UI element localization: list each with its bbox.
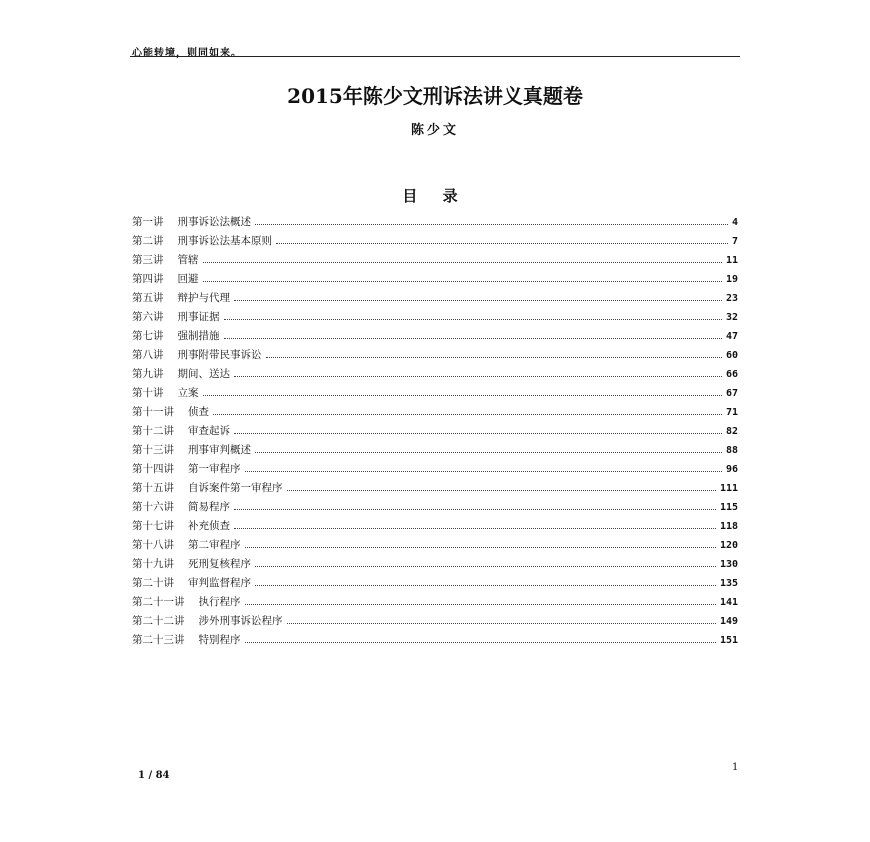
toc-page-number: 135 <box>719 578 738 589</box>
toc-dot-leader <box>234 299 722 301</box>
toc-topic-label: 侦查 <box>188 406 209 418</box>
toc-topic-label: 第一审程序 <box>188 463 241 475</box>
toc-topic-label: 补充侦查 <box>188 520 230 532</box>
toc-page-number: 111 <box>719 483 738 494</box>
toc-chapter-label: 第二十讲 <box>132 577 174 589</box>
toc-entry[interactable] <box>132 594 738 613</box>
toc-chapter-label: 第三讲 <box>132 254 164 266</box>
toc-page-number: 96 <box>725 464 738 475</box>
toc-page-number: 23 <box>725 293 738 304</box>
toc-page-number: 120 <box>719 540 738 551</box>
toc-dot-leader <box>266 356 722 358</box>
toc-dot-leader <box>255 223 728 225</box>
page-count: 1 / 84 <box>138 770 170 781</box>
toc-entry[interactable] <box>132 423 738 442</box>
document-author: 陈少文 <box>410 123 459 138</box>
toc-dot-leader <box>203 261 722 263</box>
toc-page-number: 149 <box>719 616 738 627</box>
toc-page-number: 151 <box>719 635 738 646</box>
toc-topic-label: 执行程序 <box>198 596 241 608</box>
toc-entry[interactable] <box>132 214 738 233</box>
toc-chapter-label: 第六讲 <box>132 311 164 323</box>
toc-entry[interactable] <box>132 385 738 404</box>
toc-page-number: 60 <box>725 350 738 361</box>
toc-dot-leader <box>276 242 728 244</box>
toc-entry[interactable] <box>132 461 738 480</box>
toc-topic-label: 审判监督程序 <box>188 577 251 589</box>
toc-page-number: 118 <box>719 521 738 532</box>
toc-dot-leader <box>203 280 722 282</box>
toc-entry[interactable] <box>132 271 738 290</box>
toc-topic-label: 管辖 <box>177 254 199 266</box>
toc-entry[interactable] <box>132 480 738 499</box>
toc-chapter-label: 第十四讲 <box>132 463 174 475</box>
toc-topic-label: 第二审程序 <box>188 539 241 551</box>
toc-entry[interactable] <box>132 309 738 328</box>
toc-chapter-label: 第十五讲 <box>132 482 174 494</box>
toc-dot-leader <box>234 508 716 510</box>
toc-page-number: 71 <box>725 407 738 418</box>
toc-page-number: 4 <box>731 217 738 228</box>
toc-chapter-label: 第二十三讲 <box>132 634 185 646</box>
toc-topic-label: 刑事审判概述 <box>188 444 251 456</box>
toc-page-number: 32 <box>725 312 738 323</box>
toc-entry[interactable] <box>132 252 738 271</box>
toc-entry[interactable] <box>132 556 738 575</box>
toc-topic-label: 自诉案件第一审程序 <box>188 482 283 494</box>
toc-entry[interactable] <box>132 442 738 461</box>
toc-topic-label: 死刑复核程序 <box>188 558 251 570</box>
toc-topic-label: 回避 <box>177 273 199 285</box>
toc-topic-label: 刑事诉讼法基本原则 <box>177 235 272 247</box>
toc-page-number: 115 <box>719 502 738 513</box>
toc-dot-leader <box>224 318 722 320</box>
toc-topic-label: 涉外刑事诉讼程序 <box>198 615 283 627</box>
toc-entry[interactable] <box>132 499 738 518</box>
toc-topic-label: 刑事诉讼法概述 <box>177 216 251 228</box>
toc-chapter-label: 第十讲 <box>132 387 164 399</box>
toc-page-number: 66 <box>725 369 738 380</box>
toc-entry[interactable] <box>132 537 738 556</box>
toc-chapter-label: 第五讲 <box>132 292 164 304</box>
toc-dot-leader <box>245 603 716 605</box>
toc-dot-leader <box>234 432 722 434</box>
toc-dot-leader <box>287 622 716 624</box>
toc-topic-label: 简易程序 <box>188 501 230 513</box>
toc-topic-label: 特别程序 <box>198 634 241 646</box>
toc-page-number: 130 <box>719 559 738 570</box>
header-motto: 心能转境，则同如来。 <box>132 48 242 59</box>
toc-chapter-label: 第二十二讲 <box>132 615 185 627</box>
toc-heading: 目 录 <box>402 187 468 205</box>
document-title: 2015年陈少文刑诉法讲义真题卷 <box>287 84 583 108</box>
toc-entry[interactable] <box>132 632 738 651</box>
toc-page-number: 88 <box>725 445 738 456</box>
toc-dot-leader <box>234 375 722 377</box>
toc-chapter-label: 第一讲 <box>132 216 164 228</box>
toc-chapter-label: 第十三讲 <box>132 444 174 456</box>
toc-dot-leader <box>255 584 716 586</box>
toc-chapter-label: 第四讲 <box>132 273 164 285</box>
toc-dot-leader <box>245 641 716 643</box>
toc-entry[interactable] <box>132 290 738 309</box>
toc-topic-label: 刑事证据 <box>177 311 220 323</box>
toc-entry[interactable] <box>132 233 738 252</box>
toc-page-number: 141 <box>719 597 738 608</box>
toc-page-number: 67 <box>725 388 738 399</box>
toc-entry[interactable] <box>132 575 738 594</box>
toc-topic-label: 辩护与代理 <box>177 292 230 304</box>
toc-page-number: 82 <box>725 426 738 437</box>
toc-chapter-label: 第七讲 <box>132 330 164 342</box>
toc-entry[interactable] <box>132 404 738 423</box>
table-of-contents <box>132 214 738 651</box>
toc-topic-label: 强制措施 <box>177 330 220 342</box>
toc-chapter-label: 第九讲 <box>132 368 164 380</box>
toc-topic-label: 立案 <box>177 387 199 399</box>
toc-entry[interactable] <box>132 366 738 385</box>
toc-dot-leader <box>234 527 716 529</box>
toc-entry[interactable] <box>132 518 738 537</box>
toc-chapter-label: 第十二讲 <box>132 425 174 437</box>
toc-page-number: 7 <box>731 236 738 247</box>
toc-chapter-label: 第八讲 <box>132 349 164 361</box>
toc-chapter-label: 第十七讲 <box>132 520 174 532</box>
toc-entry[interactable] <box>132 613 738 632</box>
page-number: 1 <box>732 762 739 773</box>
toc-page-number: 19 <box>725 274 738 285</box>
toc-chapter-label: 第十八讲 <box>132 539 174 551</box>
toc-dot-leader <box>224 337 722 339</box>
toc-dot-leader <box>287 489 716 491</box>
toc-dot-leader <box>255 565 716 567</box>
toc-dot-leader <box>203 394 722 396</box>
toc-chapter-label: 第十一讲 <box>132 406 174 418</box>
toc-topic-label: 审查起诉 <box>188 425 230 437</box>
toc-dot-leader <box>245 546 716 548</box>
toc-page-number: 47 <box>725 331 738 342</box>
toc-dot-leader <box>255 451 722 453</box>
toc-dot-leader <box>213 413 722 415</box>
toc-entry[interactable] <box>132 328 738 347</box>
header-divider <box>130 56 740 57</box>
toc-topic-label: 刑事附带民事诉讼 <box>177 349 262 361</box>
toc-dot-leader <box>245 470 722 472</box>
toc-page-number: 11 <box>725 255 738 266</box>
toc-chapter-label: 第二十一讲 <box>132 596 185 608</box>
toc-topic-label: 期间、送达 <box>177 368 230 380</box>
toc-chapter-label: 第十九讲 <box>132 558 174 570</box>
toc-chapter-label: 第十六讲 <box>132 501 174 513</box>
toc-chapter-label: 第二讲 <box>132 235 164 247</box>
toc-entry[interactable] <box>132 347 738 366</box>
